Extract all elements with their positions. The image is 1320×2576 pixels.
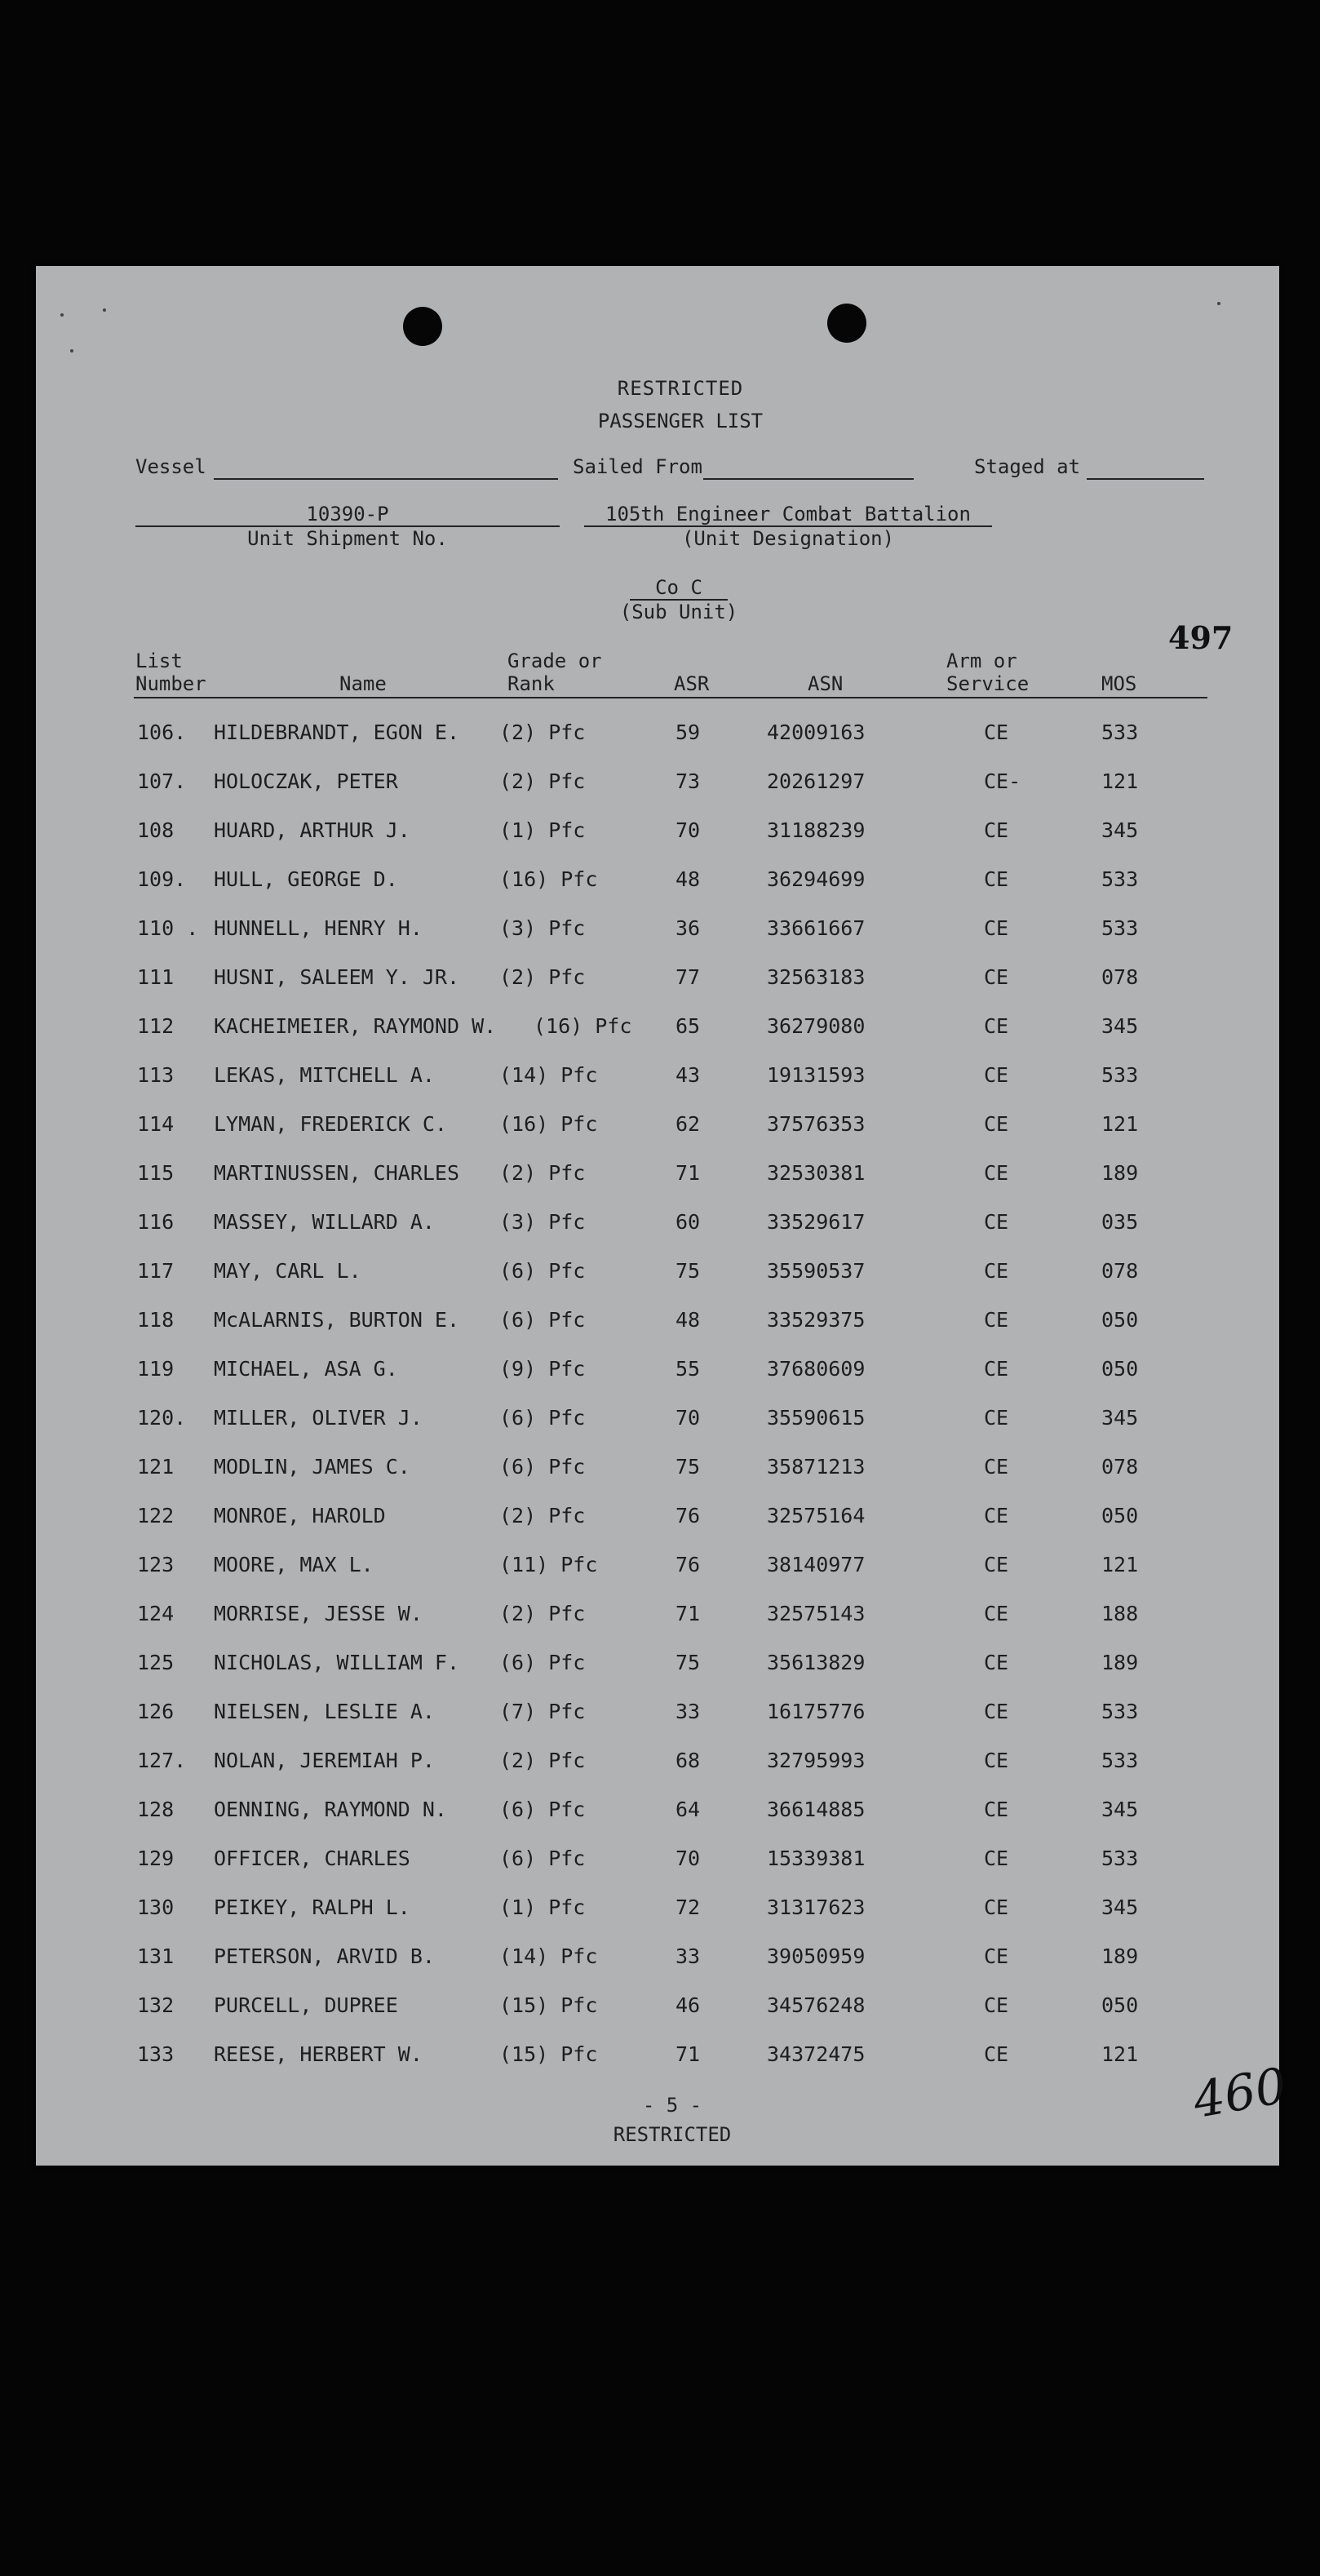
table-row [36,1454,1279,1480]
col-arm-1: Arm or [946,650,1017,672]
asr: 62 [676,1112,701,1136]
table-row [36,1503,1279,1529]
arm: CE [984,1014,1009,1038]
list-number: 118 [137,1308,175,1332]
asn: 32563183 [767,965,866,989]
asn: 20261297 [767,769,866,793]
passenger-name: McALARNIS, BURTON E. [214,1308,460,1332]
asn: 19131593 [767,1063,866,1087]
table-row [36,1993,1279,2019]
mos: 533 [1101,1749,1139,1772]
asr: 70 [676,1847,701,1870]
table-row [36,1160,1279,1186]
passenger-name: PETERSON, ARVID B. [214,1944,435,1968]
asn: 42009163 [767,720,866,744]
asr: 59 [676,720,701,744]
asr: 71 [676,1161,701,1185]
asr: 48 [676,867,701,891]
grade: (1) Pfc [499,818,586,842]
table-row [36,1895,1279,1921]
arm: CE [984,1455,1009,1479]
grade: (2) Pfc [499,720,586,744]
asr: 36 [676,916,701,940]
list-number: 107. [137,769,187,793]
speck [70,349,73,352]
mos: 189 [1101,1651,1139,1674]
asn: 34576248 [767,1993,866,2017]
table-row [36,720,1279,746]
mos: 121 [1101,769,1139,793]
table-row [36,1846,1279,1872]
mos: 188 [1101,1602,1139,1625]
mos: 533 [1101,720,1139,744]
list-number: 106. [137,720,187,744]
passenger-name: OENNING, RAYMOND N. [214,1798,447,1821]
asn: 35590537 [767,1259,866,1283]
table-row [36,818,1279,844]
asn: 36294699 [767,867,866,891]
col-list-number-1: List [135,650,183,672]
arm: CE [984,1259,1009,1283]
mos: 050 [1101,1504,1139,1527]
passenger-name: MORRISE, JESSE W. [214,1602,423,1625]
asn: 32530381 [767,1161,866,1185]
passenger-name: PEIKEY, RALPH L. [214,1895,410,1919]
list-number: 127. [137,1749,187,1772]
col-grade-2: Rank [507,672,555,695]
asn: 33529375 [767,1308,866,1332]
list-number: 130 [137,1895,175,1919]
asr: 33 [676,1944,701,1968]
arm: CE [984,916,1009,940]
passenger-name: HUSNI, SALEEM Y. JR. [214,965,460,989]
mos: 078 [1101,965,1139,989]
mos: 533 [1101,916,1139,940]
asn: 36614885 [767,1798,866,1821]
arm: CE [984,818,1009,842]
passenger-name: HUARD, ARTHUR J. [214,818,410,842]
page-stamp-number: 497 [1168,619,1234,656]
asr: 65 [676,1014,701,1038]
asr: 76 [676,1504,701,1527]
passenger-name: OFFICER, CHARLES [214,1847,410,1870]
unit-designation: 105th Engineer Combat Battalion [584,503,992,527]
arm: CE [984,1063,1009,1087]
mos: 121 [1101,1112,1139,1136]
list-number: 116 [137,1210,175,1234]
arm: CE [984,1993,1009,2017]
header-rule [134,697,1207,698]
grade: (6) Pfc [499,1308,586,1332]
document-page [36,266,1291,2166]
list-number: 113 [137,1063,175,1087]
passenger-name: PURCELL, DUPREE [214,1993,398,2017]
asn: 35590615 [767,1406,866,1430]
passenger-name: HULL, GEORGE D. [214,867,398,891]
sub-unit-caption: (Sub Unit) [619,601,738,623]
table-row [36,964,1279,991]
passenger-name: MASSEY, WILLARD A. [214,1210,435,1234]
list-number: 132 [137,1993,175,2017]
list-number: 131 [137,1944,175,1968]
list-number: 124 [137,1602,175,1625]
mos: 121 [1101,1553,1139,1576]
asn: 31188239 [767,818,866,842]
asn: 36279080 [767,1014,866,1038]
staged-at-label: Staged at [974,455,1081,478]
asr: 68 [676,1749,701,1772]
mos: 078 [1101,1259,1139,1283]
table-row [36,1748,1279,1774]
arm: CE [984,1700,1009,1723]
passenger-name: MOORE, MAX L. [214,1553,374,1576]
grade: (2) Pfc [499,1602,586,1625]
list-number: 125 [137,1651,175,1674]
asr: 71 [676,2042,701,2066]
grade: (2) Pfc [499,769,586,793]
sailed-from-label: Sailed From [573,455,702,478]
table-row [36,1699,1279,1725]
table-row [36,867,1279,893]
restricted-header: RESTRICTED [617,377,744,400]
arm: CE- [984,769,1021,793]
arm: CE [984,1944,1009,1968]
list-number: 114 [137,1112,175,1136]
grade: (2) Pfc [499,965,586,989]
passenger-name: REESE, HERBERT W. [214,2042,423,2066]
table-row [36,1062,1279,1088]
passenger-name: MARTINUSSEN, CHARLES [214,1161,460,1185]
asr: 55 [676,1357,701,1381]
asn: 32575143 [767,1602,866,1625]
mos: 533 [1101,1847,1139,1870]
grade: (3) Pfc [499,916,586,940]
passenger-name: HUNNELL, HENRY H. [214,916,423,940]
grade: (6) Pfc [499,1798,586,1821]
arm: CE [984,1847,1009,1870]
asn: 31317623 [767,1895,866,1919]
asr: 76 [676,1553,701,1576]
page-title: PASSENGER LIST [597,410,764,432]
list-number: 126 [137,1700,175,1723]
col-list-number-2: Number [135,672,206,695]
col-asn: ASN [808,672,844,695]
grade: (6) Pfc [499,1847,586,1870]
passenger-name: MICHAEL, ASA G. [214,1357,398,1381]
punch-hole-left [403,307,442,346]
speck [1217,302,1220,305]
arm: CE [984,1602,1009,1625]
table-row [36,1405,1279,1431]
asr: 46 [676,1993,701,2017]
asr: 73 [676,769,701,793]
table-row [36,769,1279,795]
arm: CE [984,1651,1009,1674]
list-number: 109. [137,867,187,891]
asr: 33 [676,1700,701,1723]
mos: 050 [1101,1993,1139,2017]
mos: 345 [1101,1014,1139,1038]
arm: CE [984,867,1009,891]
col-arm-2: Service [946,672,1030,695]
arm: CE [984,1308,1009,1332]
arm: CE [984,1112,1009,1136]
grade: (6) Pfc [499,1651,586,1674]
asr: 77 [676,965,701,989]
asr: 60 [676,1210,701,1234]
list-number: 119 [137,1357,175,1381]
list-number: 121 [137,1455,175,1479]
passenger-name: LYMAN, FREDERICK C. [214,1112,447,1136]
asn: 39050959 [767,1944,866,1968]
table-row [36,916,1279,942]
unit-shipment-no: 10390-P [306,503,389,525]
asr: 72 [676,1895,701,1919]
asr: 70 [676,1406,701,1430]
grade: (6) Pfc [499,1406,586,1430]
table-row [36,1944,1279,1970]
grade: (6) Pfc [499,1455,586,1479]
passenger-name: HOLOCZAK, PETER [214,769,398,793]
grade: (15) Pfc [499,1993,598,2017]
grade: (16) Pfc [499,1112,598,1136]
table-row [36,2042,1279,2068]
list-number: 111 [137,965,175,989]
grade: (2) Pfc [499,1161,586,1185]
passenger-name: LEKAS, MITCHELL A. [214,1063,435,1087]
grade: (9) Pfc [499,1357,586,1381]
asn: 34372475 [767,2042,866,2066]
asr: 64 [676,1798,701,1821]
passenger-name: KACHEIMEIER, RAYMOND W. [214,1014,497,1038]
list-number: 120. [137,1406,187,1430]
arm: CE [984,1504,1009,1527]
mos: 533 [1101,1063,1139,1087]
grade: (2) Pfc [499,1749,586,1772]
grade: (1) Pfc [499,1895,586,1919]
table-row [36,1797,1279,1823]
arm: CE [984,965,1009,989]
grade: (11) Pfc [499,1553,598,1576]
list-number: 112 [137,1014,175,1038]
shipment-caption: Unit Shipment No. [247,527,448,550]
list-number: 122 [137,1504,175,1527]
asr: 70 [676,818,701,842]
passenger-name: MODLIN, JAMES C. [214,1455,410,1479]
col-asr: ASR [674,672,710,695]
passenger-name: HILDEBRANDT, EGON E. [214,720,460,744]
col-name: Name [339,672,387,695]
asn: 32575164 [767,1504,866,1527]
grade: (16) Pfc [499,867,598,891]
asr: 48 [676,1308,701,1332]
grade: (16) Pfc [534,1014,632,1038]
arm: CE [984,2042,1009,2066]
table-row [36,1552,1279,1578]
mos: 050 [1101,1308,1139,1332]
passenger-name: MAY, CARL L. [214,1259,361,1283]
asn: 37576353 [767,1112,866,1136]
table-row [36,1013,1279,1040]
list-number: 110 . [137,916,199,940]
table-row [36,1650,1279,1676]
speck [103,308,106,312]
table-row [36,1111,1279,1137]
asr: 43 [676,1063,701,1087]
mos: 533 [1101,867,1139,891]
arm: CE [984,1406,1009,1430]
sub-unit: Co C [630,576,728,601]
grade: (3) Pfc [499,1210,586,1234]
arm: CE [984,1798,1009,1821]
speck [60,313,64,317]
grade: (7) Pfc [499,1700,586,1723]
punch-hole-right [827,304,866,343]
mos: 050 [1101,1357,1139,1381]
mos: 189 [1101,1944,1139,1968]
mos: 121 [1101,2042,1139,2066]
table-row [36,1209,1279,1235]
asr: 75 [676,1455,701,1479]
col-grade-1: Grade or [507,650,602,672]
arm: CE [984,1210,1009,1234]
passenger-name: NICHOLAS, WILLIAM F. [214,1651,460,1674]
mos: 345 [1101,818,1139,842]
mos: 035 [1101,1210,1139,1234]
handwritten-number: 460 [1189,2057,1291,2130]
table-row [36,1258,1279,1284]
asr: 75 [676,1651,701,1674]
mos: 533 [1101,1700,1139,1723]
asn: 37680609 [767,1357,866,1381]
restricted-footer: RESTRICTED [613,2123,732,2146]
grade: (14) Pfc [499,1944,598,1968]
asn: 33529617 [767,1210,866,1234]
asr: 71 [676,1602,701,1625]
mos: 345 [1101,1406,1139,1430]
grade: (2) Pfc [499,1504,586,1527]
asn: 16175776 [767,1700,866,1723]
mos: 345 [1101,1798,1139,1821]
staged-at-line [1087,478,1204,480]
table-row [36,1307,1279,1333]
page-number: - 5 - [642,2094,702,2117]
asn: 35871213 [767,1455,866,1479]
passenger-name: MONROE, HAROLD [214,1504,386,1527]
passenger-name: NIELSEN, LESLIE A. [214,1700,435,1723]
asn: 35613829 [767,1651,866,1674]
asn: 38140977 [767,1553,866,1576]
grade: (14) Pfc [499,1063,598,1087]
list-number: 123 [137,1553,175,1576]
asr: 75 [676,1259,701,1283]
grade: (15) Pfc [499,2042,598,2066]
arm: CE [984,1553,1009,1576]
asn: 32795993 [767,1749,866,1772]
list-number: 117 [137,1259,175,1283]
arm: CE [984,1357,1009,1381]
table-row [36,1356,1279,1382]
arm: CE [984,720,1009,744]
grade: (6) Pfc [499,1259,586,1283]
mos: 345 [1101,1895,1139,1919]
col-mos: MOS [1101,672,1137,695]
list-number: 129 [137,1847,175,1870]
asn: 15339381 [767,1847,866,1870]
sailed-from-line [703,478,914,480]
table-row [36,1601,1279,1627]
list-number: 115 [137,1161,175,1185]
passenger-name: NOLAN, JEREMIAH P. [214,1749,435,1772]
vessel-label: Vessel [135,455,206,478]
arm: CE [984,1895,1009,1919]
mos: 078 [1101,1455,1139,1479]
vessel-line [214,478,558,480]
unit-designation-caption: (Unit Designation) [681,527,895,550]
list-number: 133 [137,2042,175,2066]
arm: CE [984,1749,1009,1772]
passenger-name: MILLER, OLIVER J. [214,1406,423,1430]
arm: CE [984,1161,1009,1185]
list-number: 108 [137,818,175,842]
mos: 189 [1101,1161,1139,1185]
list-number: 128 [137,1798,175,1821]
asn: 33661667 [767,916,866,940]
